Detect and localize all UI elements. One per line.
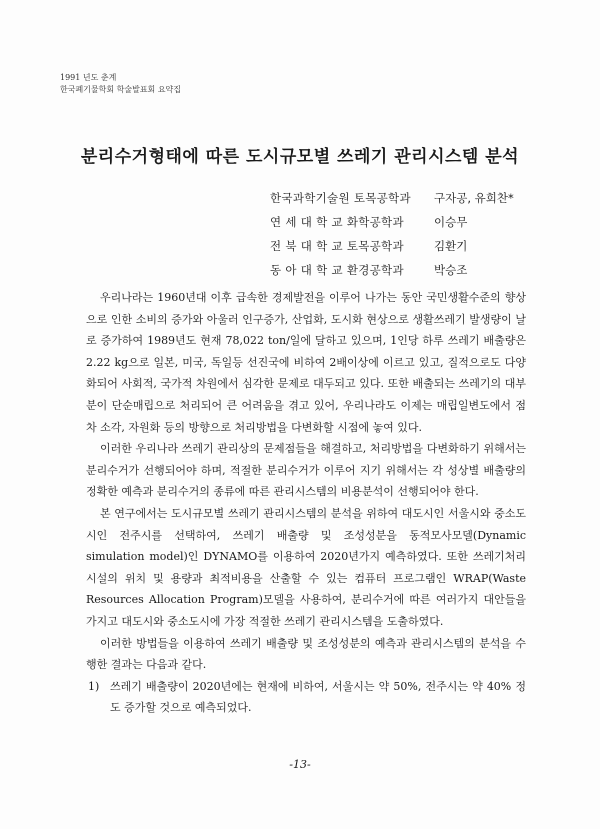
paper-title: 분리수거형태에 따른 도시규모별 쓰레기 관리시스템 분석 — [80, 147, 520, 167]
paragraph-method: 본 연구에서는 도시규모별 쓰레기 관리시스템의 분석을 위하여 대도시인 서울시와 중소도시인 전주시를 선택하여, 쓰레기 배출량 및 조성성분을 동적모사모델(Dynamic simulation model)인 DYNAMO를 이용하여 2020년가지 예측하였다. 또한 쓰레기처리시설의 위치 및 용량과 최적비용을 산출할 수 있는 컴퓨터 프로그램인 WRAP(Waste Resources Allocation Program)모델을 사용하여, 분리수거에 따른 여러가지 대안들을 가지고 대도시와 중소도시에 가장 적절한 쓰레기 관리시스템을 도출하였다. — [86, 506, 526, 628]
paragraph-results-intro: 이러한 방법들을 이용하여 쓰레기 배출량 및 조성성분의 예측과 관리시스템의 분석을 수행한 결과는 다음과 같다. — [86, 636, 526, 672]
author-row — [270, 234, 514, 258]
author-names: 박승조 — [434, 263, 468, 277]
header-line-2: 한국폐기물학회 학술발표회 요약집 — [60, 85, 182, 94]
paragraph-intro: 우리나라는 1960년대 이후 급속한 경제발전을 이루어 나가는 동안 국민생활수준의 향상으로 인한 소비의 증가와 아울러 인구증가, 산업화, 도시화 현상으로 생활쓰레기 발생량이 날로 증가하여 1989년도 현재 78,022 ton/일에 달하고 있으며, 1인당 하루 쓰레기 배출량은 2.22 kg으로 일본, 미국, 독일등 선진국에 비하여 2배이상에 이르고 있고, 질적으로도 다양화되어 사회적, 국가적 차원에서 심각한 문제로 대두되고 있다. 또한 배출되는 쓰레기의 대부분이 단순매립으로 처리되어 큰 어려움을 겪고 있어, 우리나라도 이제는 매립일변도에서 점차 소각, 자원화 등의 방향으로 처리방법을 다변화할 시점에 놓여 있다. — [86, 291, 526, 434]
author-names: 구자공, 유희찬* — [434, 191, 514, 205]
author-row — [270, 210, 514, 234]
result-list-item — [86, 676, 526, 719]
author-row — [270, 186, 514, 210]
author-names: 김환기 — [434, 239, 468, 253]
author-affiliation: 한국과학기술원 토목공학과 — [270, 191, 411, 205]
author-row — [270, 258, 514, 282]
abstract-body — [86, 287, 526, 719]
author-names: 이승무 — [434, 215, 468, 229]
list-number: 1) — [88, 679, 100, 693]
header-line-1: 1991 년도 춘계 — [60, 73, 117, 82]
author-affiliation: 전 북 대 학 교 토목공학과 — [270, 239, 404, 253]
author-affiliation: 동 아 대 학 교 환경공학과 — [270, 263, 404, 277]
paragraph-problem: 이러한 우리나라 쓰레기 관리상의 문제점들을 해결하고, 처리방법을 다변화하기 위해서는 분리수거가 선행되어야 하며, 적절한 분리수거가 이루어 지기 위해서는 각 성상별 배출량의 정확한 예측과 분리수거의 종류에 따른 관리시스템의 비용분석이 선행되어야 한다. — [86, 442, 526, 499]
list-text: 쓰레기 배출량이 2020년에는 현재에 비하여, 서울시는 약 50%, 전주시는 약 40% 정도 증가할 것으로 예측되었다. — [110, 679, 526, 715]
page-number: -13- — [289, 758, 311, 771]
author-list — [270, 186, 514, 282]
author-affiliation: 연 세 대 학 교 화학공학과 — [270, 215, 404, 229]
proceedings-header — [60, 72, 181, 96]
